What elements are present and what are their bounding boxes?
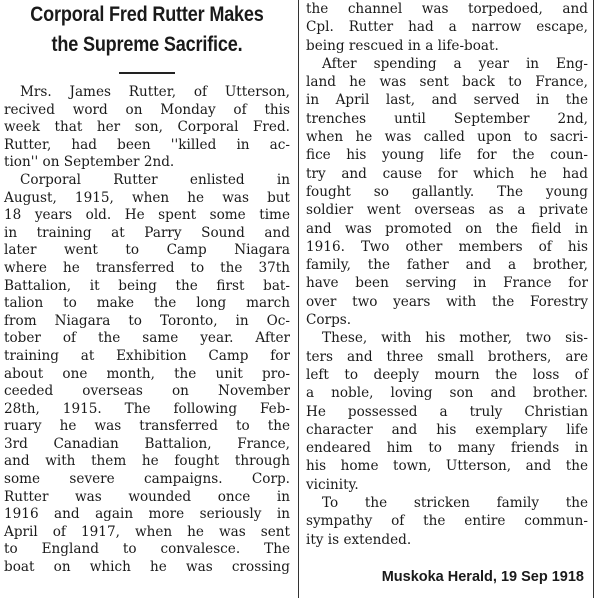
- headline-line-1: Corporal Fred Rutter Makes: [30, 3, 264, 26]
- text-line: have been serving in France for: [306, 275, 588, 292]
- text-line: left to deeply mourn the loss of: [306, 366, 588, 383]
- text-line: week that her son, Corporal Fred.: [4, 119, 290, 136]
- text-line: tober of the same year. After: [4, 330, 290, 347]
- text-line: and was promoted on the field in: [306, 220, 588, 237]
- text-line: some severe campaigns. Corp.: [4, 471, 290, 488]
- text-line: He possessed a truly Christian: [306, 403, 588, 420]
- left-body: [4, 84, 290, 577]
- headline-line-2: the Supreme Sacrifice.: [51, 33, 243, 56]
- right-body: [306, 0, 588, 549]
- headline-rule: [119, 72, 175, 74]
- text-line: when he was called upon to sacri-: [306, 129, 588, 146]
- text-line: character and his exemplary life: [306, 421, 588, 438]
- text-line: to England to convalesce. The: [4, 541, 290, 558]
- text-line: Battalion, it being the first bat-: [4, 277, 290, 294]
- text-line: training at Exhibition Camp for: [4, 347, 290, 364]
- text-line: sympathy of the entire commun-: [306, 513, 588, 530]
- right-column: [306, 0, 588, 549]
- text-line: where he transferred to the 37th: [4, 259, 290, 276]
- text-line: Rutter was wounded once in: [4, 488, 290, 505]
- text-line: Cpl. Rutter had a narrow escape,: [306, 19, 588, 36]
- text-line: To the stricken family the: [322, 495, 588, 512]
- text-line: trenches until September 2nd,: [306, 110, 588, 127]
- text-line: a noble, loving son and brother.: [306, 385, 588, 402]
- text-line: fought so gallantly. The young: [306, 183, 588, 200]
- text-line: After spending a year in Eng-: [322, 55, 588, 72]
- column-divider: [298, 0, 299, 598]
- text-line: the channel was torpedoed, and: [306, 1, 588, 17]
- text-line: later went to Camp Niagara: [4, 242, 290, 259]
- text-line: 18 years old. He spent some time: [4, 207, 290, 224]
- left-column: [4, 0, 290, 577]
- text-line: vicinity.: [306, 476, 359, 493]
- source-caption: Muskoka Herald, 19 Sep 1918: [381, 569, 584, 585]
- text-line: Mrs. James Rutter, of Utterson,: [20, 84, 290, 100]
- text-line: ity is extended.: [306, 531, 412, 548]
- text-line: 1916 and again more seriously in: [4, 506, 290, 523]
- text-line: land he was sent back to France,: [306, 74, 588, 91]
- text-line: Corporal Rutter enlisted in: [20, 171, 290, 188]
- text-line: from Niagara to Toronto, in Oc-: [4, 312, 290, 329]
- text-line: soldier went overseas as a private: [306, 202, 588, 219]
- text-line: 3rd Canadian Battalion, France,: [4, 435, 290, 452]
- text-line: in training at Parry Sound and: [4, 224, 290, 241]
- text-line: fice his young life for the coun-: [306, 147, 588, 164]
- text-line: his home town, Utterson, and the: [306, 458, 588, 475]
- text-line: August, 1915, when he was but: [4, 189, 290, 206]
- text-line: in April last, and served in the: [306, 92, 588, 109]
- text-line: about one month, the unit pro-: [4, 365, 290, 382]
- text-line: family, the father and a brother,: [306, 257, 588, 274]
- text-line: ruary he was transferred to the: [4, 418, 290, 435]
- text-line: Corps.: [306, 312, 352, 329]
- text-line: 28th, 1915. The following Feb-: [4, 400, 290, 417]
- text-line: tion'' on September 2nd.: [4, 154, 175, 171]
- text-line: talion to make the long march: [4, 295, 290, 312]
- text-line: These, with his mother, two sis-: [322, 330, 588, 347]
- text-line: Rutter, had been ''killed in ac-: [4, 136, 290, 153]
- text-line: recived word on Monday of this: [4, 101, 290, 118]
- text-line: try and cause for which he had: [306, 165, 588, 182]
- right-border: [593, 0, 594, 598]
- text-line: endeared him to many friends in: [306, 440, 588, 457]
- text-line: being rescued in a life-boat.: [306, 37, 499, 54]
- text-line: and with them he fought through: [4, 453, 290, 470]
- text-line: over two years with the Forestry: [306, 293, 588, 310]
- text-line: 1916. Two other members of his: [306, 238, 588, 255]
- text-line: boat on which he was crossing: [4, 559, 290, 576]
- text-line: ceeded overseas on November: [4, 383, 290, 400]
- text-line: ters and three small brothers, are: [306, 348, 588, 365]
- text-line: April of 1917, when he was sent: [4, 523, 290, 540]
